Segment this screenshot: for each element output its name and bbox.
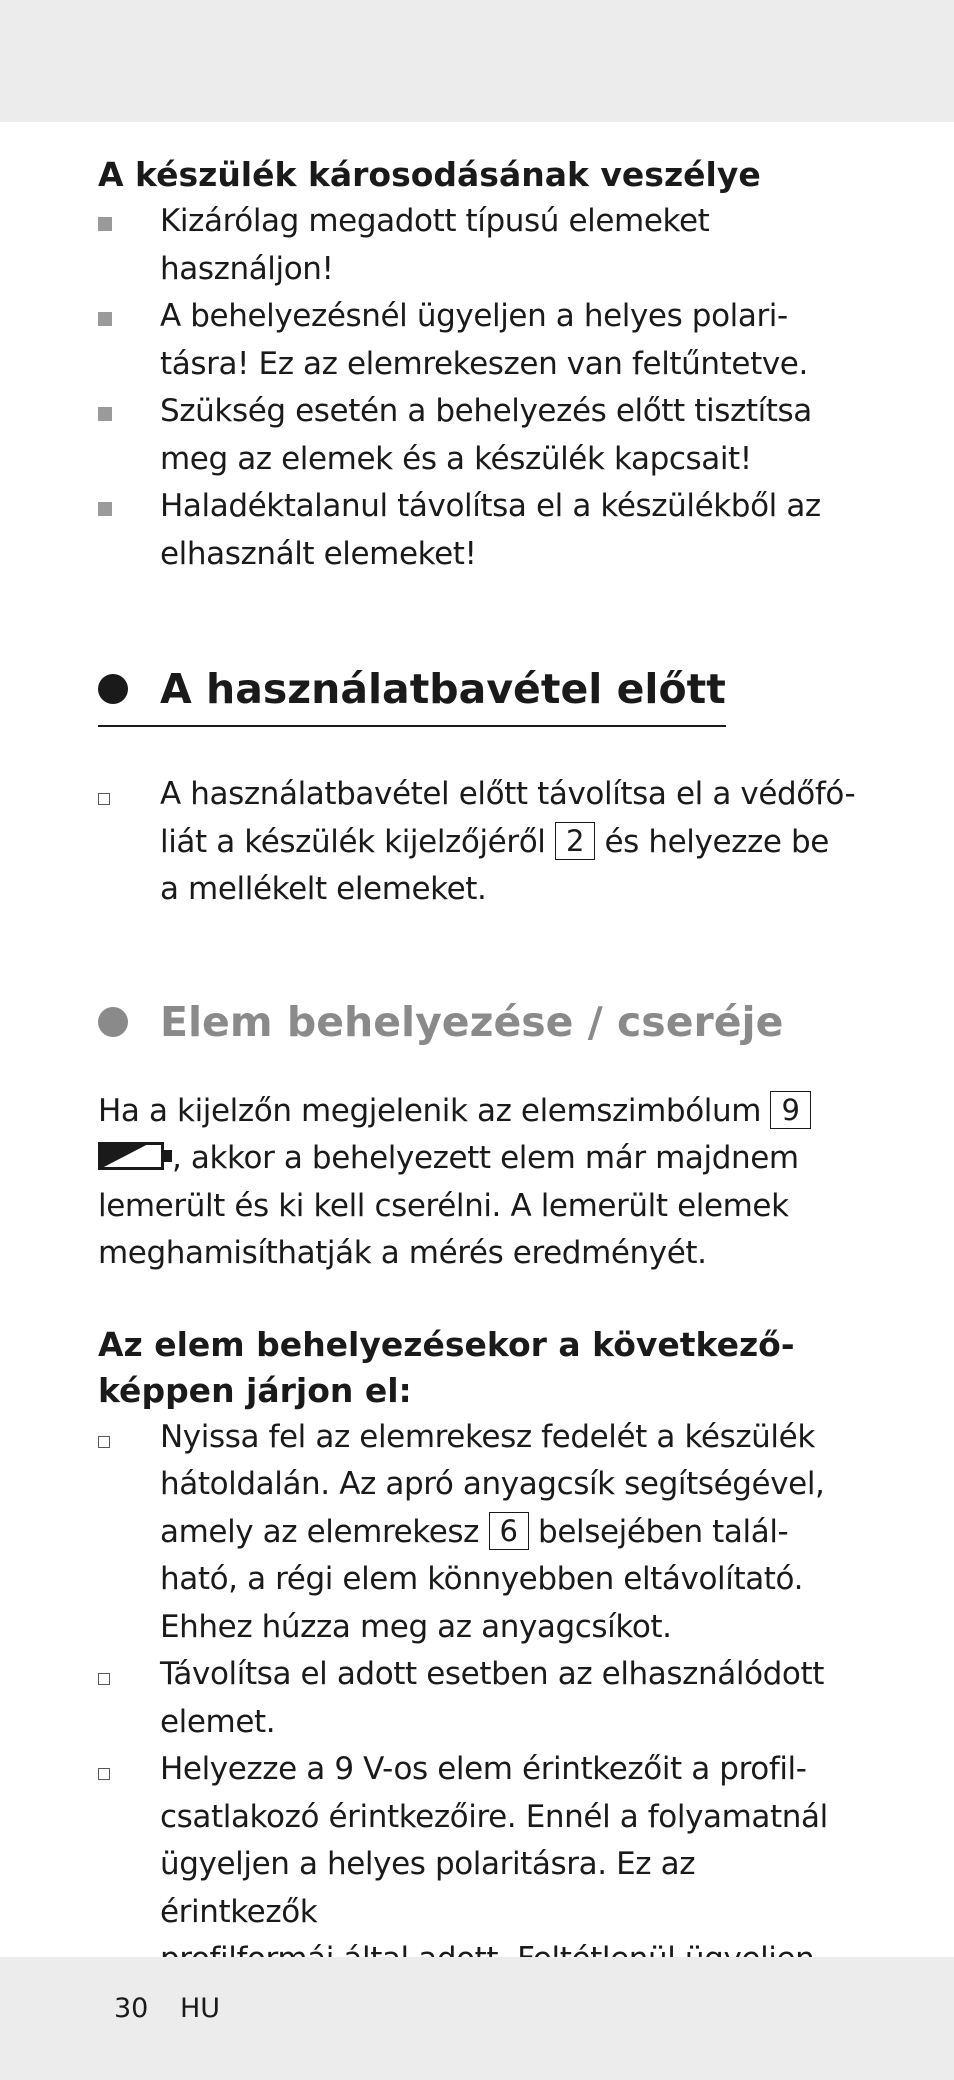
square-bullet-icon [98,407,112,421]
step-text: A használatbavétel előtt távolítsa el a védőfó- [160,776,856,812]
section-heading-text: A használatbavétel előtt [160,665,726,713]
section-heading [98,661,726,727]
checkbox-bullet-icon [98,1768,110,1780]
square-bullet-icon [98,312,112,326]
list-item-text: A behelyezésnél ügyeljen a helyes polari- [160,298,788,334]
section-heading [98,994,858,1050]
list-item [98,1651,858,1746]
list-item-text: meg az elemek és a készülék kapcsait! [160,440,752,477]
page-content [98,152,858,1984]
section-battery [98,994,858,1984]
filled-circle-icon [98,1007,128,1037]
reference-number: 2 [555,822,595,860]
step-text: Nyissa fel az elemrekesz fedelét a készülék [160,1418,815,1455]
step-text: belsejében talál- [538,1513,789,1550]
step-text: és helyezze be [604,823,829,860]
square-bullet-icon [98,502,112,516]
list-item [98,388,858,483]
subheading-text: Az elem behelyezésekor a következő- [98,1324,795,1364]
list-item [98,198,858,293]
list-item-text: elhasznált elemeket! [160,535,477,572]
list-item [98,771,858,914]
paragraph-text: meghamisíthatják a mérés eredményét. [98,1235,707,1271]
checkbox-bullet-icon [98,793,110,805]
reference-number: 9 [770,1091,810,1129]
step-text: ügyeljen a helyes polaritásra. Ez az érintkezők [160,1846,696,1930]
top-band [0,0,954,122]
checkbox-bullet-icon [98,1673,110,1685]
step-text: hátoldalán. Az apró anyagcsík segítségével, [160,1466,825,1502]
step-list [98,1414,858,1984]
step-text: liát a készülék kijelzőjéről [160,823,546,860]
step-text: elemet. [160,1703,276,1740]
warning-list [98,198,858,578]
page-language: HU [180,1993,221,2024]
list-item [98,1746,858,1984]
step-text: Helyezze a 9 V-os elem érintkezőit a profil- [160,1751,807,1787]
step-text: Távolítsa el adott esetben az elhasználódott [160,1656,824,1692]
list-item [98,483,858,578]
list-item-text: tásra! Ez az elemrekeszen van feltűntetve. [160,345,808,382]
filled-circle-icon [98,674,128,704]
list-item-text: Haladéktalanul távolítsa el a készülékből az [160,488,821,524]
list-item-text: Szükség esetén a behelyezés előtt tisztítsa [160,393,812,429]
step-text: Ehhez húzza meg az anyagcsíkot. [160,1608,672,1645]
subheading [98,1322,858,1414]
page-number: 30 [114,1993,149,2024]
step-text: csatlakozó érintkezőire. Ennél a folyamatnál [160,1798,828,1835]
reference-number: 6 [489,1512,529,1550]
subheading-text: képpen járjon el: [98,1370,412,1410]
checkbox-bullet-icon [98,1436,110,1448]
step-text: a mellékelt elemeket. [160,871,487,907]
step-text: ható, a régi elem könnyebben eltávolítató. [160,1561,804,1597]
paragraph-text: , akkor a behelyezett elem már majdnem [172,1140,799,1176]
warning-block [98,152,858,578]
battery-low-icon [98,1142,172,1170]
step-text: amely az elemrekesz [160,1513,480,1550]
intro-paragraph [98,1088,858,1278]
paragraph-text: lemerült és ki kell cserélni. A lemerült elemek [98,1187,789,1224]
list-item [98,293,858,388]
section-before-use [98,661,858,914]
warning-title: A készülék károsodásának veszélye [98,155,761,194]
step-list [98,771,858,914]
square-bullet-icon [98,217,112,231]
paragraph-text: Ha a kijelzőn megjelenik az elemszimbólum [98,1092,762,1129]
list-item [98,1414,858,1652]
section-heading-text: Elem behelyezése / cseréje [160,997,784,1046]
list-item-text: Kizárólag megadott típusú elemeket használjon! [160,203,710,287]
